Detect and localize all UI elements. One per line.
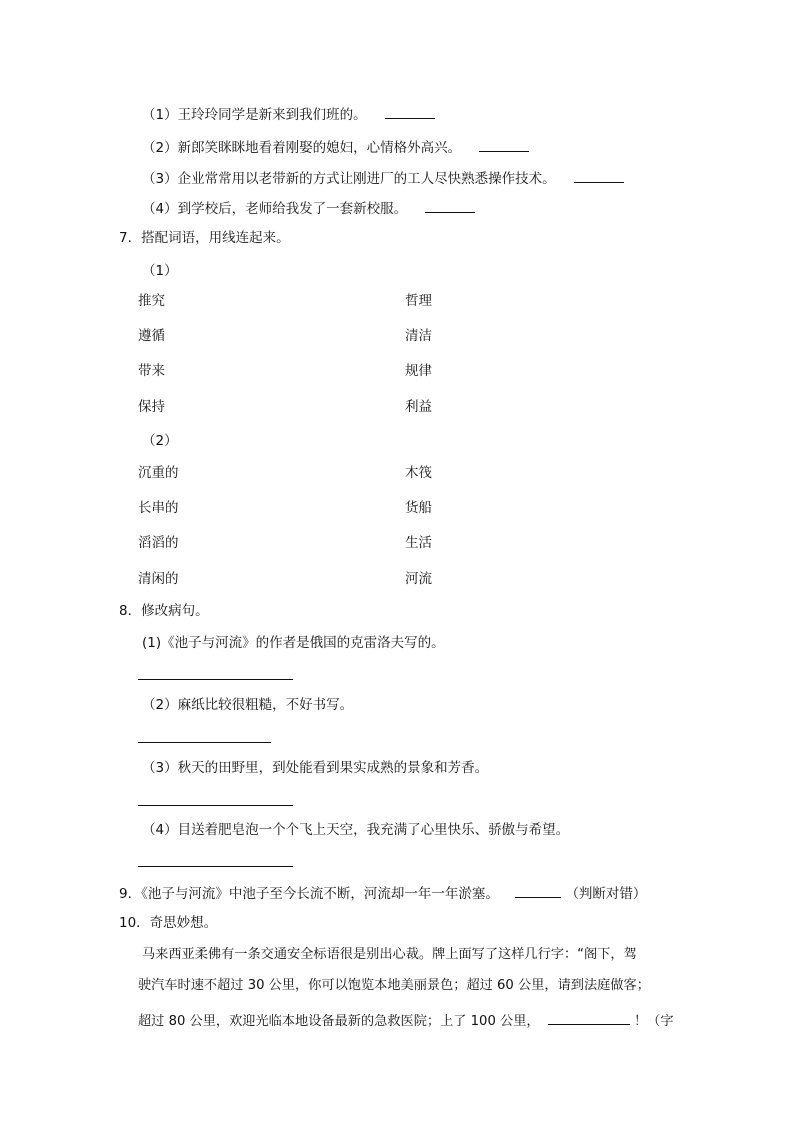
q7-group2-label: （2）	[142, 433, 178, 449]
q8-answer-line-2[interactable]	[138, 742, 271, 743]
q9	[119, 883, 646, 903]
q9-text: 9．《池子与河流》中池子至今长流不断，河流却一年一年淤塞。	[119, 886, 499, 902]
q6-item-1	[142, 104, 435, 124]
q10-line-1: 马来西亚柔佛有一条交通安全标语很是别出心裁。牌上面写了这样几行字：“阁下，驾	[142, 947, 637, 962]
q8-item-3: （3）秋天的田野里，到处能看到果实成熟的景象和芳香。	[142, 760, 489, 776]
q6-item-2-blank[interactable]	[479, 137, 529, 152]
q7-g2-right-1[interactable]: 木筏	[405, 465, 432, 481]
q7-g1-right-3[interactable]: 规律	[405, 363, 432, 379]
q8-answer-line-4[interactable]	[138, 866, 293, 867]
q7-g1-left-4[interactable]: 保持	[138, 399, 165, 415]
q7-group1-label: （1）	[142, 263, 178, 279]
q7-g2-left-4[interactable]: 清闲的	[138, 571, 179, 587]
q7-g2-left-1[interactable]: 沉重的	[138, 465, 179, 481]
q6-item-3-blank[interactable]	[574, 168, 624, 183]
q9-blank[interactable]	[515, 883, 561, 898]
q8-item-1: (1)《池子与河流》的作者是俄国的克雷洛夫写的。	[142, 635, 445, 651]
q10-blank[interactable]	[548, 1010, 630, 1025]
q8-answer-line-3[interactable]	[138, 805, 293, 806]
q6-item-4-blank[interactable]	[425, 198, 475, 213]
q6-item-3	[142, 168, 624, 188]
q10-line-3-text: 超过 80 公里，欢迎光临本地设备最新的急救医院；上了 100 公里，	[138, 1014, 540, 1029]
q6-item-1-text: （1）王玲玲同学是新来到我们班的。	[142, 107, 367, 123]
q7-g2-right-2[interactable]: 货船	[405, 500, 432, 516]
q10-line-3-suffix: ！（字	[634, 1014, 674, 1029]
q7-g2-right-4[interactable]: 河流	[405, 571, 432, 587]
q7-g1-left-3[interactable]: 带来	[138, 363, 165, 379]
q7-g2-left-2[interactable]: 长串的	[138, 500, 179, 516]
q8-answer-line-1[interactable]	[138, 679, 293, 680]
q9-suffix: （判断对错）	[565, 886, 647, 902]
q7-g1-right-2[interactable]: 清洁	[405, 328, 432, 344]
q10-title: 10．奇思妙想。	[119, 915, 218, 931]
q7-g2-left-3[interactable]: 滔滔的	[138, 535, 179, 551]
q6-item-2-text: （2）新郎笑眯眯地看着刚娶的媳妇，心情格外高兴。	[142, 140, 462, 156]
q7-title: 7．搭配词语，用线连起来。	[119, 230, 290, 246]
q6-item-2	[142, 137, 529, 157]
q7-g1-right-4[interactable]: 利益	[405, 399, 432, 415]
q6-item-4-text: （4）到学校后，老师给我发了一套新校服。	[142, 201, 408, 217]
q8-item-2: （2）麻纸比较很粗糙，不好书写。	[142, 697, 354, 713]
q10-line-3	[138, 1010, 674, 1031]
q7-g1-right-1[interactable]: 哲理	[405, 293, 432, 309]
q7-g2-right-3[interactable]: 生活	[405, 535, 432, 551]
q8-title: 8．修改病句。	[119, 603, 209, 619]
q7-g1-left-1[interactable]: 推究	[138, 293, 165, 309]
q6-item-4	[142, 198, 475, 218]
q6-item-3-text: （3）企业常常用以老带新的方式让刚进厂的工人尽快熟悉操作技术。	[142, 171, 556, 187]
q8-item-4: （4）目送着肥皂泡一个个飞上天空，我充满了心里快乐、骄傲与希望。	[142, 822, 570, 838]
q7-g1-left-2[interactable]: 遵循	[138, 328, 165, 344]
q6-item-1-blank[interactable]	[385, 104, 435, 119]
q10-line-2: 驶汽车时速不超过 30 公里，你可以饱览本地美丽景色；超过 60 公里，请到法庭做客；	[138, 978, 650, 993]
